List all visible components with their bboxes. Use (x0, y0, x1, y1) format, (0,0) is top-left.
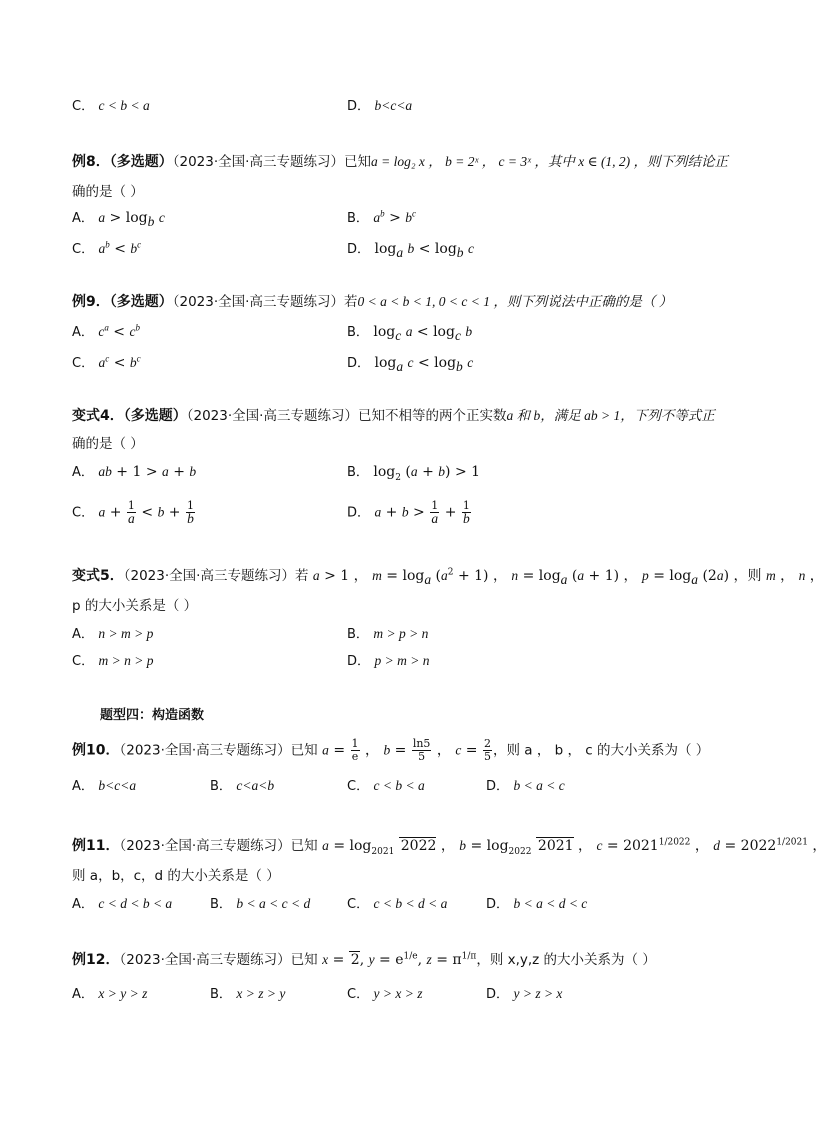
example-8-stem-cont: 确的是（ ） (72, 184, 144, 200)
example-9-option-b: B． $\log_c a < \log_c b$ (347, 324, 473, 343)
variant-5-stem: 变式5．（2023·全国·高三专题练习）若 a > 1 ， $m = \log_a (a^2 + 1)$ ， $n = \log_a (a + 1)$ ， $p = \log_a (2a)$ ，则 m ， n ， (72, 567, 824, 587)
variant-4-stem-cont: 确的是（ ） (72, 436, 144, 452)
example-9-option-c: C． $a^c < b^c$ (72, 353, 141, 371)
option-c: C． c < b < a (72, 98, 150, 114)
section-heading: 题型四：构造函数 (100, 708, 205, 723)
example-12-option-d: D． y > z > x (486, 986, 563, 1002)
example-11-option-c: C． c < b < d < a (347, 896, 448, 912)
example-11-stem-cont: 则 a，b，c，d 的大小关系是（ ） (72, 868, 280, 884)
example-11-option-a: A． c < d < b < a (72, 896, 173, 912)
variant-4-option-b: B． $\log_2 (a + b) > 1$ (347, 464, 481, 483)
example-12-stem: 例12．（2023·全国·高三专题练习）已知 x = 2, $y = e^{1/e}$, $z = \pi^{1/\pi}$，则 x,y,z 的大小关系为（ ） (72, 951, 656, 968)
example-11-stem: 例11．（2023·全国·高三专题练习）已知 $a = \log_{2021} 2022$ ， $b = \log_{2022} 2021$ ， $c = 2021^{1/2022}$ ， $d = 2022^{1/2021}$ ， (72, 837, 826, 857)
example-9-option-a: A． $c^a < c^b$ (72, 322, 140, 340)
example-12-option-a: A． x > y > z (72, 986, 148, 1002)
example-8-option-b: B． $a^b > b^c$ (347, 208, 417, 226)
variant-4-option-a: A． ab + 1 > a + b (72, 464, 197, 480)
variant-5-option-b: B． m > p > n (347, 626, 429, 642)
variant-5-option-c: C． m > n > p (72, 653, 154, 669)
variant-5-option-d: D． p > m > n (347, 653, 430, 669)
variant-5-option-a: A． n > m > p (72, 626, 154, 642)
example-10-option-d: D． b < a < c (486, 778, 565, 794)
example-8-option-a: A． $a > \log_b c$ (72, 210, 165, 229)
variant-5-stem-cont: p 的大小关系是（ ） (72, 598, 198, 614)
option-d: D． b<c<a (347, 98, 413, 114)
example-11-option-d: D． b < a < d < c (486, 896, 588, 912)
example-10-option-b: B． c<a<b (210, 778, 275, 794)
variant-4-stem: 变式4．（多选题）（2023·全国·高三专题练习）已知不相等的两个正实数a 和 b，满足 ab > 1，下列不等式正 (72, 408, 715, 424)
example-12-option-b: B． x > z > y (210, 986, 286, 1002)
example-8-option-d: D． $\log_a b < \log_b c$ (347, 241, 474, 260)
example-12-option-c: C． y > x > z (347, 986, 423, 1002)
example-10-stem: 例10．（2023·全国·高三专题练习）已知 a = $\frac{1}{e}$ ， b = $\frac{\ln 5}{5}$ ， c = $\frac{2}{5}$ ，则 a ， b ， c 的大小关系为（ ） (72, 737, 710, 763)
variant-4-option-c: C． a + $\frac{1}{a}$ < b + $\frac{1}{b}$ (72, 499, 194, 526)
example-8-option-c: C． $a^b < b^c$ (72, 239, 142, 257)
variant-4-option-d: D． a + b > $\frac{1}{a}$ + $\frac{1}{b}$ (347, 499, 470, 526)
example-10-option-a: A． b<c<a (72, 778, 137, 794)
example-9-option-d: D． $\log_a c < \log_b c$ (347, 355, 474, 374)
example-10-option-c: C． c < b < a (347, 778, 425, 794)
example-8-stem: 例8．（多选题）（2023·全国·高三专题练习）已知a = log₂ x ， b = 2ˣ ， c = 3ˣ ，其中 x ∈ (1, 2) ，则下列结论正 (72, 154, 729, 170)
example-11-option-b: B． b < a < c < d (210, 896, 311, 912)
example-9-stem: 例9．（多选题）（2023·全国·高三专题练习）若0 < a < b < 1, 0 < c < 1 ，则下列说法中正确的是（ ） (72, 294, 673, 310)
